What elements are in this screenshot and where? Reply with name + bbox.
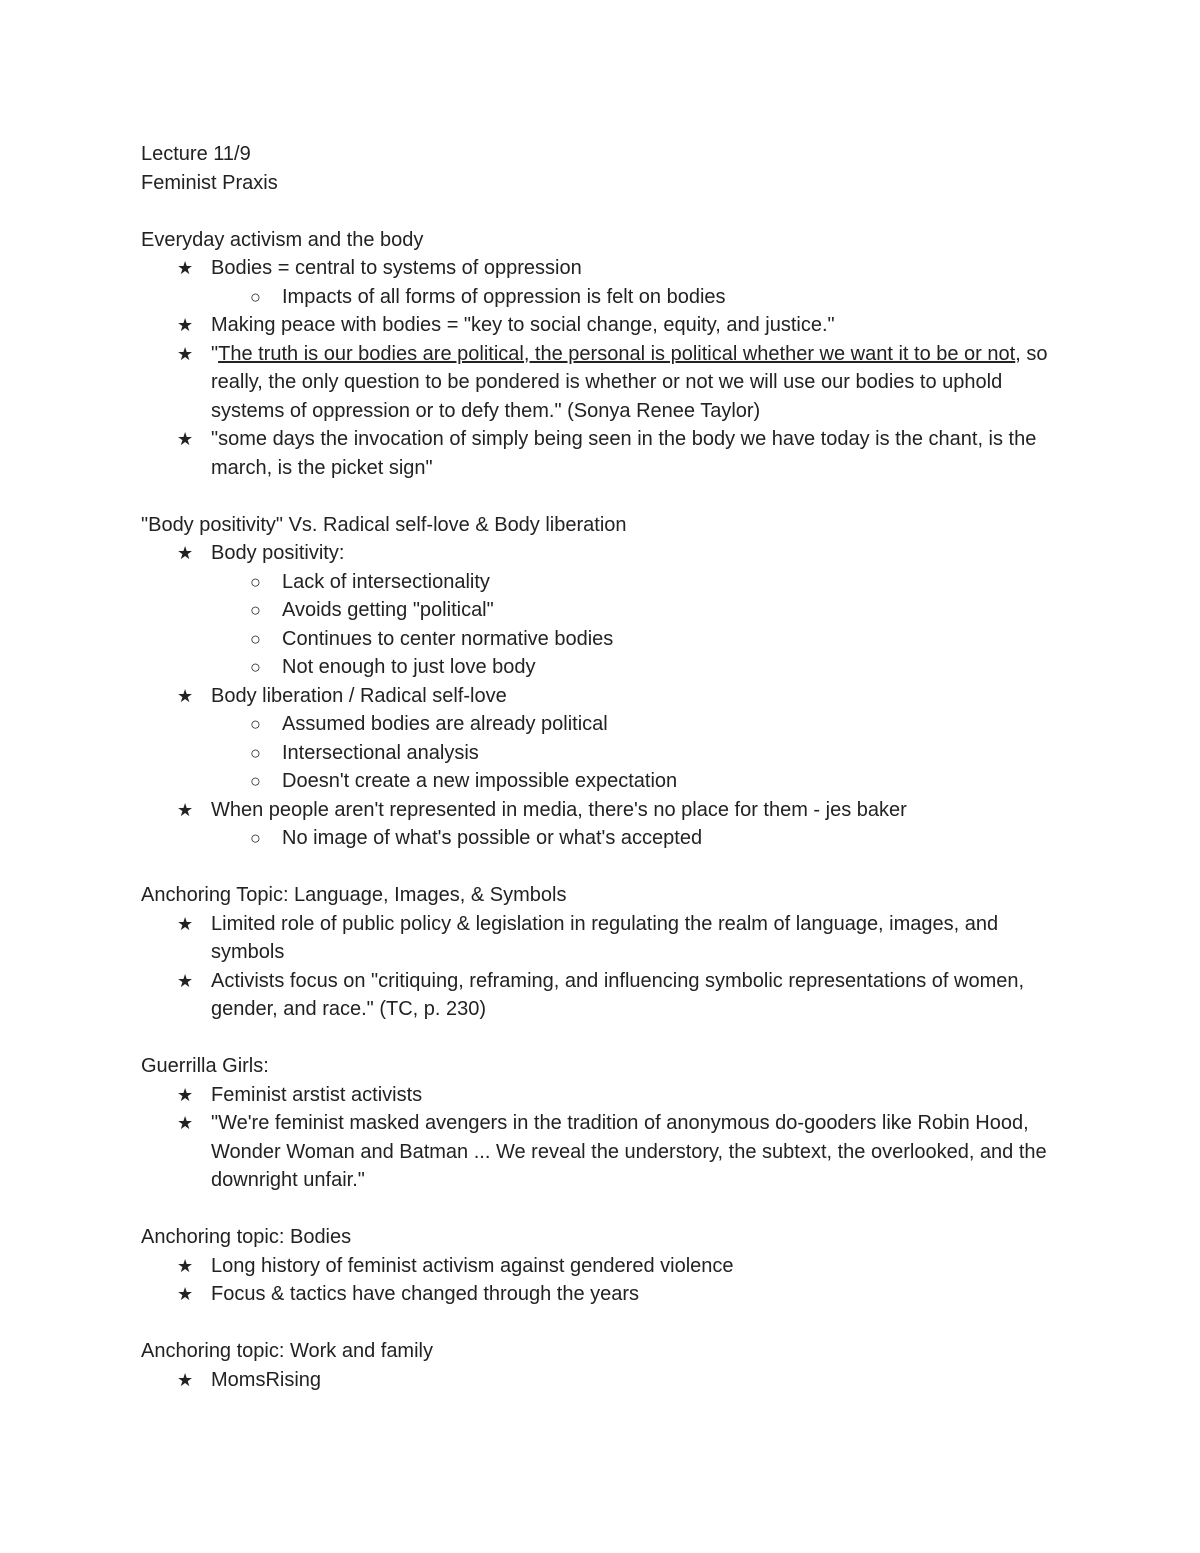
- star-bullet-icon: ★: [177, 543, 194, 563]
- sub-list-item: [141, 824, 1061, 853]
- star-bullet-icon: ★: [177, 970, 194, 991]
- quote-open: ": [211, 342, 219, 365]
- list-item-text: , so really, the only question to be pondered is whether or not we will use our bodies to uphold systems of oppression or to defy them." (Sonya Renee Taylor): [211, 342, 1048, 422]
- sub-list-item: [141, 625, 1061, 654]
- circle-bullet-icon: ○: [250, 600, 261, 620]
- list-item-text: Limited role of public policy & legislation in regulating the realm of language, images, and symbols: [211, 912, 999, 963]
- spacer: [141, 197, 1061, 226]
- section-heading: "Body positivity" Vs. Radical self-love & Body liberation: [141, 513, 627, 536]
- star-bullet-icon: ★: [177, 799, 194, 820]
- list-item-text: When people aren't represented in media, there's no place for them - jes baker: [211, 798, 907, 821]
- sub-list-item-text: Continues to center normative bodies: [282, 627, 614, 650]
- spacer: [141, 1024, 1061, 1053]
- section-heading: Anchoring topic: Work and family: [141, 1340, 433, 1362]
- list-item: [141, 340, 1061, 426]
- list-item-text: Activists focus on "critiquing, reframing, and influencing symbolic representations of women, gender, and race." (TC, p. 230): [211, 969, 1025, 1020]
- circle-bullet-icon: ○: [250, 628, 261, 649]
- star-bullet-icon: ★: [177, 1284, 194, 1304]
- circle-bullet-icon: ○: [250, 771, 261, 791]
- star-bullet-icon: ★: [177, 1369, 194, 1390]
- circle-bullet-icon: ○: [250, 714, 261, 734]
- circle-bullet-icon: ○: [250, 828, 261, 848]
- list-item-text: Making peace with bodies = "key to social change, equity, and justice.": [211, 314, 835, 336]
- list-item-text: Body positivity:: [211, 542, 345, 564]
- sub-list-item: [141, 739, 1061, 768]
- list-item-text: Long history of feminist activism against gendered violence: [211, 1254, 734, 1277]
- list-item: [141, 1109, 1061, 1195]
- star-bullet-icon: ★: [177, 685, 194, 706]
- sub-list-item: [141, 283, 1061, 312]
- list-item-text: MomsRising: [211, 1368, 322, 1391]
- sub-list-item-text: Impacts of all forms of oppression is felt on bodies: [282, 285, 726, 308]
- list-item: [141, 796, 1061, 825]
- section-heading: Anchoring topic: Bodies: [141, 1226, 352, 1248]
- list-item: [141, 682, 1061, 711]
- sub-list-item: [141, 710, 1061, 739]
- list-item: [141, 1081, 1061, 1110]
- sub-list-item: [141, 653, 1061, 682]
- star-bullet-icon: ★: [177, 1113, 194, 1133]
- list-item: [141, 254, 1061, 283]
- sub-list-item: [141, 596, 1061, 625]
- list-item: [141, 311, 1061, 340]
- sub-list-item-text: Doesn't create a new impossible expectation: [282, 770, 678, 792]
- sub-list-item-text: Avoids getting "political": [282, 599, 494, 621]
- list-item-text: "some days the invocation of simply being seen in the body we have today is the chant, is the march, is the picket sign": [211, 428, 1037, 479]
- list-item: [141, 1366, 1061, 1395]
- section-heading: Guerrilla Girls:: [141, 1055, 269, 1077]
- spacer: [141, 1309, 1061, 1338]
- circle-bullet-icon: ○: [250, 657, 261, 677]
- list-item-text: Body liberation / Radical self-love: [211, 684, 507, 707]
- list-item: [141, 425, 1061, 482]
- star-bullet-icon: ★: [177, 315, 194, 335]
- circle-bullet-icon: ○: [250, 286, 261, 307]
- underlined-quote: The truth is our bodies are political, the personal is political whether we want it to be or not: [218, 342, 1016, 365]
- spacer: [141, 1195, 1061, 1224]
- sub-list-item: [141, 767, 1061, 796]
- list-item: [141, 539, 1061, 568]
- list-item: [141, 1280, 1061, 1309]
- circle-bullet-icon: ○: [250, 571, 261, 592]
- list-item-text: Feminist arstist activists: [211, 1083, 423, 1106]
- list-item: [141, 910, 1061, 967]
- star-bullet-icon: ★: [177, 1084, 194, 1105]
- sub-list-item-text: Assumed bodies are already political: [282, 713, 608, 735]
- spacer: [141, 853, 1061, 882]
- section-heading: Anchoring Topic: Language, Images, & Symbols: [141, 884, 567, 906]
- document-page: [141, 140, 1061, 1394]
- sub-list-item-text: Intersectional analysis: [282, 741, 479, 764]
- star-bullet-icon: ★: [177, 429, 194, 449]
- list-item: [141, 1252, 1061, 1281]
- list-item: [141, 967, 1061, 1024]
- star-bullet-icon: ★: [177, 258, 194, 278]
- list-item-text: Focus & tactics have changed through the years: [211, 1283, 640, 1305]
- sub-list-item: [141, 568, 1061, 597]
- lecture-title: Lecture 11/9: [141, 143, 251, 165]
- spacer: [141, 482, 1061, 511]
- list-item-text: Bodies = central to systems of oppression: [211, 257, 582, 279]
- list-item-text: "We're feminist masked avengers in the tradition of anonymous do-gooders like Robin Hood, Wonder Woman and Batman ... We reveal the understory, the subtext, the overlooked, and the downright unfair.": [211, 1112, 1047, 1191]
- sub-list-item-text: No image of what's possible or what's accepted: [282, 827, 703, 849]
- sub-list-item-text: Not enough to just love body: [282, 656, 536, 678]
- star-bullet-icon: ★: [177, 1255, 194, 1276]
- section-heading: Everyday activism and the body: [141, 228, 424, 251]
- star-bullet-icon: ★: [177, 913, 194, 934]
- star-bullet-icon: ★: [177, 343, 194, 364]
- sub-list-item-text: Lack of intersectionality: [282, 570, 490, 593]
- lecture-subtitle: Feminist Praxis: [141, 171, 278, 194]
- circle-bullet-icon: ○: [250, 742, 261, 763]
